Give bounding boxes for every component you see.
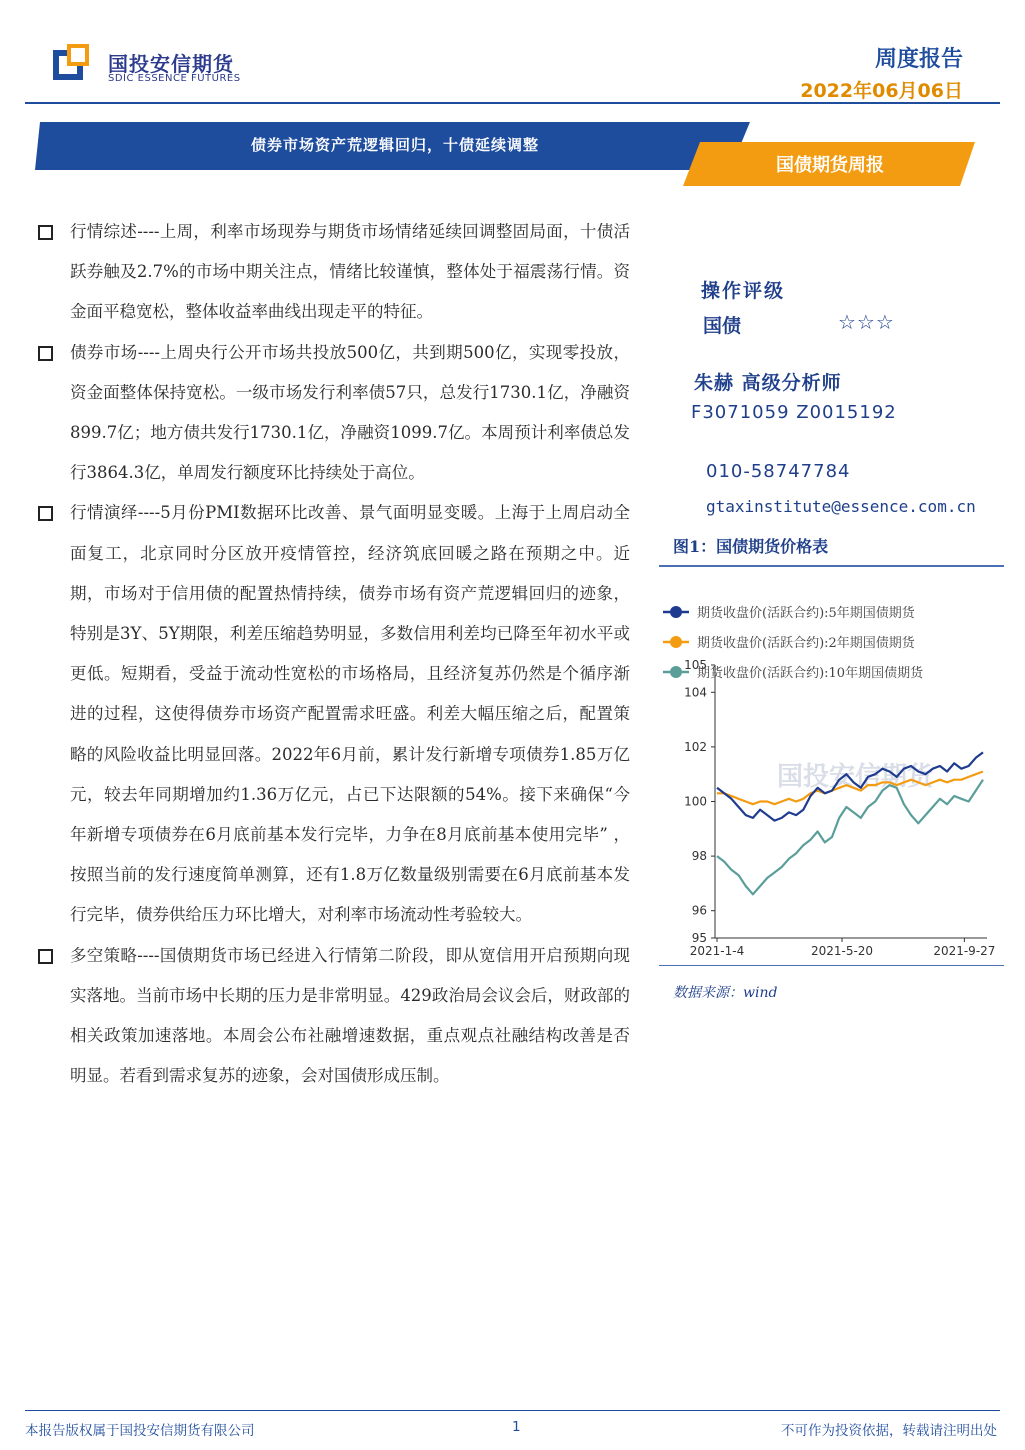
rating-item: 国债 xyxy=(703,315,742,337)
figure-divider-top xyxy=(659,565,1004,567)
y-tick-label: 96 xyxy=(691,903,707,918)
section-body: 5月份PMI数据环比改善、景气面明显变暖。上海于上周启动全面复工，北京同时分区放开疫情管控，经济筑底回暖之路在预期之中。近期，市场对于信用债的配置热情持续，债券市场有资产荒逻辑回归的迹象，特别是3Y、5Y期限，利差压缩趋势明显，多数信用利差均已降至年初水平或更低。短期看，受益于流动性宽松的市场格局，且经济复苏仍然是个循序渐进的过程，这使得债券市场资产配置需求旺盛。利差大幅压缩之后，配置策略的风险收益比明显回落。2022年6月前，累计发行新增专项债券1.85万亿元，较去年同期增加约1.36万亿元，占已下达限额的54%。接下来确保“今年新增专项债券在6月底前基本发行完毕，力争在8月底前基本使用完毕” ，按照当前的发行速度简单测算，还有1.8万亿数量级别需要在6月底前基本发行完毕，债券供给压力环比增大，对利率市场流动性考验较大。 xyxy=(70,503,630,925)
analyst-cert: F3071059 Z0015192 xyxy=(691,402,897,423)
rating-label: 操作评级 xyxy=(701,280,786,302)
legend-swatch-marker xyxy=(670,606,682,618)
report-subtitle: 国债期货周报 xyxy=(776,155,884,176)
futures-price-chart xyxy=(659,570,1004,964)
legend-swatch-marker xyxy=(670,666,682,678)
y-tick-label: 100 xyxy=(684,794,707,809)
section-head: 行情演绎---- xyxy=(70,503,161,523)
rating-stars-icon: ☆☆☆ xyxy=(838,310,895,334)
analyst-name: 朱赫 高级分析师 xyxy=(694,372,842,394)
series-line-2 xyxy=(717,780,983,895)
x-tick-label: 2021-1-4 xyxy=(689,944,745,958)
contact-phone: 010-58747784 xyxy=(706,461,851,482)
y-tick-label: 98 xyxy=(691,849,707,864)
checkbox-bullet-icon xyxy=(38,949,53,964)
section-body: 上周，利率市场现券与期货市场情绪延续回调整固局面，十债活跃券触及2.7%的市场中期关注点，情绪比较谨慎，整体处于福震荡行情。资金面平稳宽松，整体收益率曲线出现走平的特征。 xyxy=(70,222,630,322)
report-date: 2022年06月06日 xyxy=(800,80,963,102)
section-market-summary xyxy=(36,212,630,333)
section-body: 国债期货市场已经进入行情第二阶段，即从宽信用开启预期向现实落地。当前市场中长期的压力是非常明显。429政治局会议会后，财政部的相关政策加速落地。本周会公布社融增速数据，重点观点社融结构改善是否明显。若看到需求复苏的迹象，会对国债形成压制。 xyxy=(70,945,630,1086)
x-tick-label: 2021-5-20 xyxy=(810,944,874,958)
data-source: 数据来源：wind xyxy=(673,985,778,1001)
section-head: 债券市场---- xyxy=(70,342,160,362)
checkbox-bullet-icon xyxy=(38,506,53,521)
footer-divider xyxy=(25,1410,1000,1411)
footer-disclaimer: 不可作为投资依据，转载请注明出处 xyxy=(781,1423,997,1439)
logo-text-cn: 国投安信期货 xyxy=(108,52,234,76)
contact-email[interactable]: gtaxinstitute@essence.com.cn xyxy=(706,497,976,516)
footer-copyright: 本报告版权属于国投安信期货有限公司 xyxy=(25,1423,255,1439)
checkbox-bullet-icon xyxy=(38,225,53,240)
legend-swatch-marker xyxy=(670,636,682,648)
logo-mark xyxy=(53,44,99,84)
section-head: 多空策略---- xyxy=(70,945,160,965)
logo-text-en: SDIC ESSENCE FUTURES xyxy=(108,73,241,84)
legend-label: 期货收盘价(活跃合约):2年期国债期货 xyxy=(697,636,915,651)
checkbox-bullet-icon xyxy=(38,346,53,361)
report-type: 周度报告 xyxy=(874,47,963,72)
legend-label: 期货收盘价(活跃合约):5年期国债期货 xyxy=(697,606,915,621)
section-bond-market xyxy=(36,333,630,494)
y-tick-label: 95 xyxy=(691,931,707,945)
section-market-deduction xyxy=(36,493,630,935)
figure-title: 图1：国债期货价格表 xyxy=(673,537,829,556)
section-body: 上周央行公开市场共投放500亿，共到期500亿，实现零投放，资金面整体保持宽松。一级市场发行利率债57只，总发行1730.1亿，净融资899.7亿；地方债共发行1730.1亿，净融资1099.7亿。本周预计利率债总发行3864.3亿，单周发行额度环比持续处于高位。 xyxy=(70,342,630,483)
x-tick-label: 2021-9-27 xyxy=(933,944,996,958)
report-title: 债券市场资产荒逻辑回归，十债延续调整 xyxy=(250,136,539,154)
section-head: 行情综述---- xyxy=(70,222,160,241)
y-tick-label: 104 xyxy=(684,685,707,700)
legend-label: 期货收盘价(活跃合约):10年期国债期货 xyxy=(697,666,924,681)
chart-watermark: 国投安信期货 xyxy=(777,762,934,792)
section-strategy xyxy=(36,936,630,1097)
y-tick-label: 102 xyxy=(684,739,707,754)
page-number: 1 xyxy=(512,1419,521,1435)
figure-divider-bottom xyxy=(659,965,1004,966)
main-content xyxy=(36,212,630,1096)
y-tick-label: 105 xyxy=(684,658,707,672)
header-divider xyxy=(25,102,1000,104)
